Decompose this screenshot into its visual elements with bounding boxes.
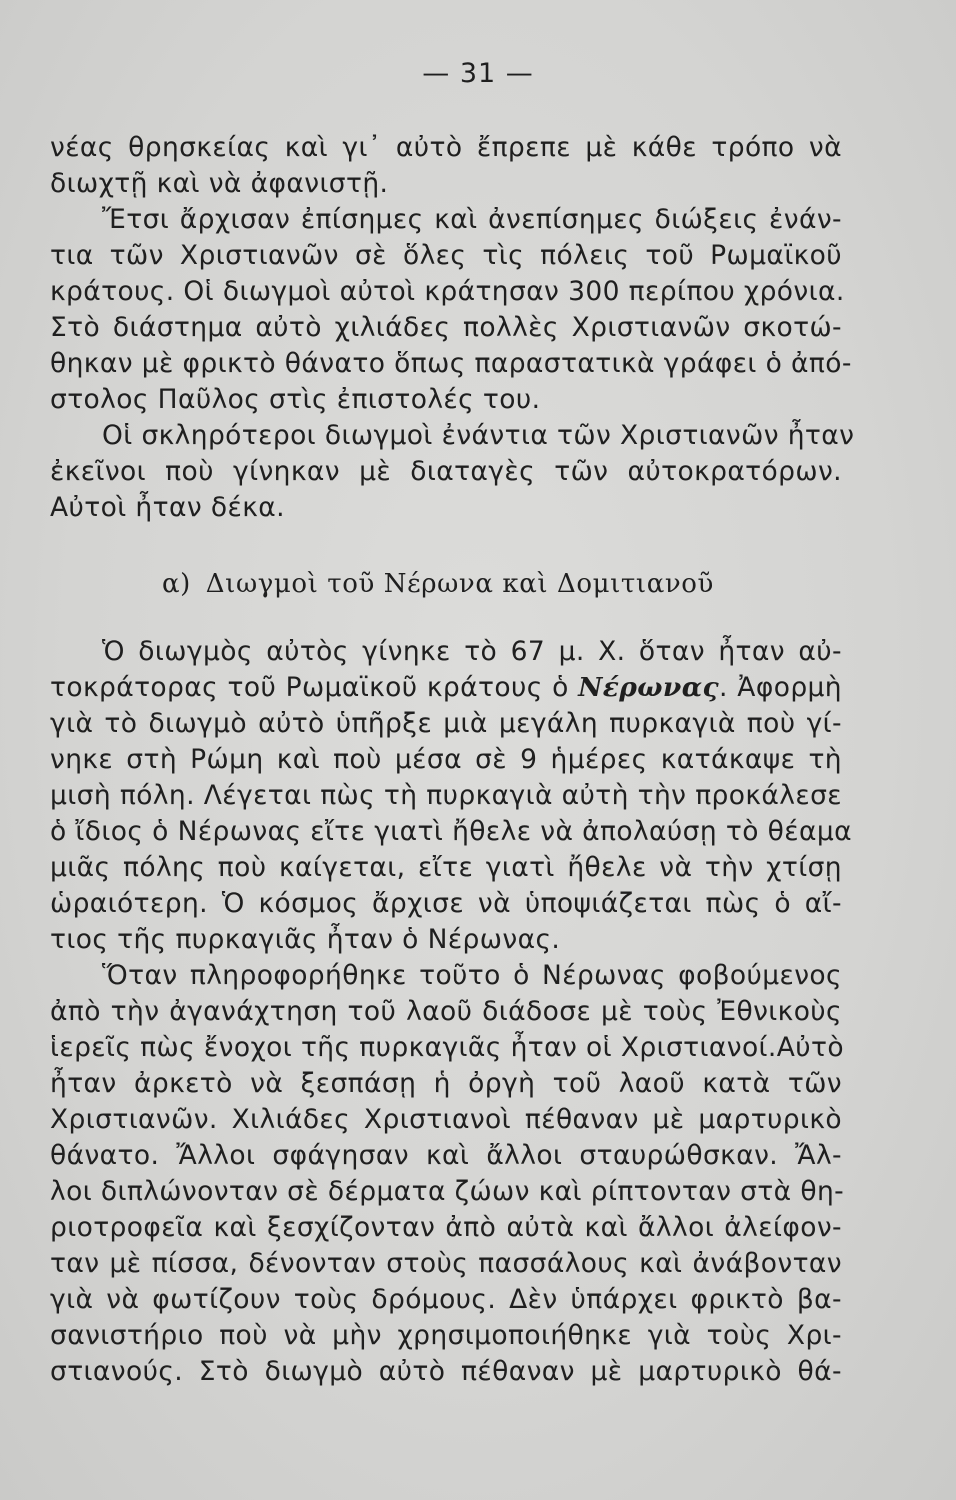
text-line: Ὁ διωγμὸς αὐτὸς γίνηκε τὸ 67 μ. Χ. ὅταν ἦταν αὐ- <box>102 636 842 667</box>
text-line: Οἱ σκληρότεροι διωγμοὶ ἐνάντια τῶν Χριστιανῶν ἦταν <box>102 420 855 451</box>
text-line <box>50 670 842 706</box>
text-line: Ὅταν πληροφορήθηκε τοῦτο ὁ Νέρωνας φοβούμενος <box>102 960 842 991</box>
text-line: Στὸ διάστημα αὐτὸ χιλιάδες πολλὲς Χριστιανῶν σκοτώ- <box>50 312 842 343</box>
text-line: ἐκεῖνοι ποὺ γίνηκαν μὲ διαταγὲς τῶν αὐτοκρατόρων. <box>50 456 842 487</box>
text-line: ὁ ἴδιος ὁ Νέρωνας εἴτε γιατὶ ἤθελε νὰ ἀπολαύσῃ τὸ θέαμα <box>50 816 852 847</box>
text-line: Αὐτοὶ ἦταν δέκα. <box>50 492 285 523</box>
text-line: λοι διπλώνονταν σὲ δέρματα ζώων καὶ ρίπτονταν στὰ θη- <box>50 1176 845 1207</box>
text-line: μιᾶς πόλης ποὺ καίγεται, εἴτε γιατὶ ἤθελε νὰ τὴν χτίσῃ <box>50 852 842 883</box>
section-heading-label: α) <box>162 569 191 599</box>
text-line: ἀπὸ τὴν ἀγανάχτηση τοῦ λαοῦ διάδοσε μὲ τοὺς Ἐθνικοὺς <box>50 996 842 1027</box>
emphasized-name: Νέρωνας <box>578 672 720 703</box>
text-line: στιανούς. Στὸ διωγμὸ αὐτὸ πέθαναν μὲ μαρτυρικὸ θά- <box>50 1356 842 1387</box>
text-line: νέας θρησκείας καὶ γι᾽ αὐτὸ ἔπρεπε μὲ κάθε τρόπο νὰ <box>50 132 842 163</box>
text-line: θηκαν μὲ φρικτὸ θάνατο ὅπως παραστατικὰ γράφει ὁ ἀπό- <box>50 348 852 379</box>
text-line: Ἔτσι ἄρχισαν ἐπίσημες καὶ ἀνεπίσημες διώξεις ἐνάν- <box>102 204 842 235</box>
text-line: γιὰ τὸ διωγμὸ αὐτὸ ὑπῆρξε μιὰ μεγάλη πυρκαγιὰ ποὺ γί- <box>50 708 842 739</box>
text-line: διωχτῇ καὶ νὰ ἀφανιστῇ. <box>50 168 389 199</box>
text-line: ταν μὲ πίσσα, δένονταν στοὺς πασσάλους καὶ ἀνάβονταν <box>50 1248 842 1279</box>
text-fragment: τοκράτορας τοῦ Ρωμαϊκοῦ κράτους ὁ <box>50 672 579 703</box>
text-fragment: . Ἀφορμὴ <box>719 672 842 703</box>
text-line: σανιστήριο ποὺ νὰ μὴν χρησιμοποιήθηκε γιὰ τοὺς Χρι- <box>50 1320 842 1351</box>
section-heading <box>162 566 802 602</box>
text-line: τιος τῆς πυρκαγιᾶς ἦταν ὁ Νέρωνας. <box>50 924 561 955</box>
text-line: ὡραιότερη. Ὁ κόσμος ἄρχισε νὰ ὑποψιάζεται πὼς ὁ αἴ- <box>50 888 842 919</box>
text-line: ριοτροφεῖα καὶ ξεσχίζονταν ἀπὸ αὐτὰ καὶ ἄλλοι ἀλείφον- <box>50 1212 842 1243</box>
text-line: Χριστιανῶν. Χιλιάδες Χριστιανοὶ πέθαναν μὲ μαρτυρικὸ <box>50 1104 842 1135</box>
text-line: κράτους. Οἱ διωγμοὶ αὐτοὶ κράτησαν 300 περίπου χρόνια. <box>50 276 845 307</box>
text-line: νηκε στὴ Ρώμη καὶ ποὺ μέσα σὲ 9 ἡμέρες κατάκαψε τὴ <box>50 744 842 775</box>
section-heading-title: Διωγμοὶ τοῦ Νέρωνα καὶ Δομιτιανοῦ <box>205 569 714 599</box>
text-line: γιὰ νὰ φωτίζουν τοὺς δρόμους. Δὲν ὑπάρχει φρικτὸ βα- <box>50 1284 842 1315</box>
text-line: τια τῶν Χριστιανῶν σὲ ὅλες τὶς πόλεις τοῦ Ρωμαϊκοῦ <box>50 240 842 271</box>
text-line: μισὴ πόλη. Λέγεται πὼς τὴ πυρκαγιὰ αὐτὴ τὴν προκάλεσε <box>50 780 842 811</box>
text-line: στολος Παῦλος στὶς ἐπιστολές του. <box>50 384 541 415</box>
page-number: — 31 — <box>422 58 534 89</box>
text-line: ἱερεῖς πὼς ἔνοχοι τῆς πυρκαγιᾶς ἦταν οἱ Χριστιανοί.Αὐτὸ <box>50 1032 844 1063</box>
text-line: θάνατο. Ἄλλοι σφάγησαν καὶ ἄλλοι σταυρώθσκαν. Ἄλ- <box>50 1140 842 1171</box>
text-line: ἦταν ἀρκετὸ νὰ ξεσπάσῃ ἡ ὀργὴ τοῦ λαοῦ κατὰ τῶν <box>50 1068 842 1099</box>
